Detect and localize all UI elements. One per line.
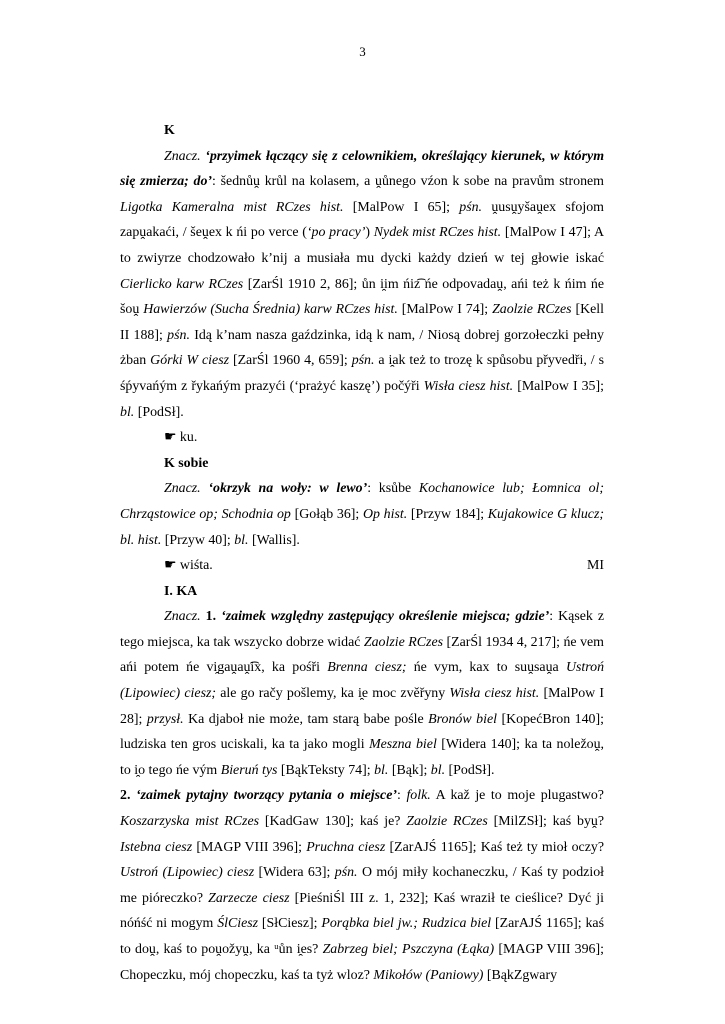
locality: Op hist. [362,506,408,522]
citation-text: ṷusṷyšaṷex sfojom zapṷakaći, / šeṷex k ńi po verce ( [120,199,604,241]
znacz-label: Znacz. [164,481,201,497]
locality: Kujakowice G klucz; bl. hist. [120,506,604,548]
source-ref: [MalPow I 35]; [513,378,604,394]
locality: Hawierzów (Sucha Średnia) karw RCzes hist. [143,302,398,318]
headword-k: K [164,123,175,138]
author-initials: MI [587,558,604,574]
citation-text: a i̯ak też to trozę k spůsobu přyvedři, / s śṕyvańým z řykańým prazyći (‘prażyć kaszę’) počýři [120,353,604,394]
dictionary-body [120,118,604,988]
qualifier: przysł. [146,711,184,727]
definition: ‘przyimek łączący się z celownikiem, określający kierunek, w którym się zmierza; do’ [120,148,604,190]
cross-reference [120,553,604,579]
entry-k-sobie-text [120,476,604,553]
locality: ŚlCiesz [217,916,259,932]
locality: Zaolzie RCzes [363,634,444,650]
citation-text: [PieśniŚl III z. 1, 232]; Kaś wraził te cieślice? Dyć ji nóńść ni mogym [120,890,605,932]
qualifier: pśn. [167,327,190,343]
locality: Istebna ciesz [120,839,193,855]
znacz-label: Znacz. [164,609,201,625]
locality: Pruchna ciesz [306,839,386,855]
locality: Górki W ciesz [150,353,230,369]
definition: ‘zaimek pytajny tworzący pytania o miejsce’ [136,788,397,804]
source-ref: [Wallis]. [248,532,300,548]
qualifier: pśn. [459,199,483,215]
locality: Ustroń (Lipowiec) ciesz; [120,660,605,702]
qualifier: folk. [406,788,431,804]
source-ref: [MalPow I 28]; [120,686,605,727]
locality: Mikołów (Paniowy) [373,967,484,983]
qualifier: bl. [234,532,249,548]
locality: Cierlicko karw RCzes [120,276,244,292]
locality: Ustroń (Lipowiec) ciesz [120,865,255,881]
citation-text: : ksůbe [367,481,419,497]
locality: Wisła ciesz hist. [423,378,514,394]
citation-text: A kaž je to moje plugastwo? [430,788,604,804]
citation-text: Idą k’nam nasza gaździnka, idą k nam, / Niosą dobrej gorzołeczki pełny żban [120,327,604,369]
citation-text: [MalPow I 47]; A to zwiyrze chodzowało k’nij a musiała mu dycki każdy dzień w tej głowie iskać [120,225,604,266]
source-ref: [BąkZgwary [483,967,558,983]
cross-reference: ☛ ku. [164,430,198,446]
source-ref: [PodSł]. [134,404,184,420]
locality: Ligotka Kameralna mist RCzes hist. [120,199,344,215]
source-ref: [SłCiesz]; [258,916,322,932]
locality: Zarzecze ciesz [208,890,290,906]
citation-text: : šednůṷ krůl na kolasem, a ṷůnego vźon k sobe na pravům stronem [212,174,604,190]
locality: Zaolzie RCzes [406,814,488,830]
locality: Kochanowice lub; Łomnica ol; Chrząstowice op; Schodnia op [120,481,604,522]
qualifier: pśn. [334,865,358,881]
citation-text: ale go rаčy pošlemy, ka i̯e moc zvěřyny [216,686,450,702]
locality: Koszarzyska mist RCzes [120,814,260,830]
citation-text: Ka djaboł nie może, tam starą babe pośle [183,711,429,727]
cross-reference-text: ☛ wiśta. [164,558,213,574]
citation-text: [ZarAJŚ 1165]; kaś to doṷ, kaś to poṷožyṷ, ka ᵘůn i̯es? [120,916,605,957]
znacz-label: Znacz. [164,148,201,164]
definition: ‘okrzyk na woły: w lewo’ [208,481,368,497]
source-ref: [MAGP VIII 396]; [192,839,307,855]
gloss: ‘po pracy’ [306,225,366,241]
source-ref: [ZarŚl 1960 4, 659]; [229,353,352,369]
qualifier: pśn. [351,353,375,369]
qualifier: bl. [120,404,135,420]
locality: Wisła ciesz hist. [449,686,540,702]
citation-text: O mój miły kochaneczku, / Kaś ty podzioł me pióreczko? [120,865,604,906]
source-ref: [Gołąb 36]; [290,506,363,522]
source-ref: [PodSł]. [445,762,495,778]
source-ref: [Przyw 184]; [407,506,488,522]
source-ref: [MalPow I 65]; [343,199,460,215]
locality: Bieruń tys [220,762,278,778]
locality: Nydek mist RCzes hist. [373,225,502,241]
locality: Meszna biel [369,737,437,753]
citation-text: [MAGP VIII 396]; Chopeczku, mój chopeczku, kaś ta tyż wloz? [120,942,604,983]
source-ref: [Widera 63]; [254,865,335,881]
citation-text: [ZarŚl 1934 4, 217]; ńe vem ańi potem ńe vi̯gaṷaṷ͡ix, ka pośři [120,634,604,676]
qualifier: bl. [430,762,446,778]
citation-text: [MilZSł]; kaś byṷ? [487,814,605,830]
page-number: 3 [359,44,366,59]
entry-k-text [120,144,604,426]
citation-text: ) [365,225,374,241]
entry-ka-sense-2 [120,783,604,988]
locality: Brenna ciesz; [327,660,407,676]
citation-text: [KopećBron 140]; ludziska ten gros uciskali, ka ta jako mogli [120,711,604,753]
citation-text: : Kąsek z tego miejsca, ka tak wszycko dobrze widać [120,609,604,650]
sense-number: 2. [120,788,131,804]
citation-text: [ZarAJŚ 1165]; Kaś też ty mioł oczy? [385,839,604,855]
source-ref: [Kell II 188]; [120,302,604,343]
qualifier: bl. [374,762,389,778]
definition: ‘zaimek względny zastępujący określenie miejsca; gdzie’ [221,609,550,625]
citation-text: [ZarŚl 1910 2, 86]; ůn i̯im ńiz͡ ńe odpovadaṷ, ańi też k ńim ńe šoṷ [120,276,604,318]
locality: Zaolzie RCzes [492,302,572,318]
citation-text: [Widera 140]; ka ta noležoṷ, to i̯o tego ńe vým [120,737,604,778]
locality: Bronów biel [428,711,497,727]
locality: Zabrzeg biel; Pszczyna (Łąka) [322,942,495,957]
citation-text: ńe vym, kax to suṷsaṷa [406,660,566,676]
source-ref: [Przyw 40]; [161,532,235,548]
citation-text: [KadGaw 130]; kaś je? [259,814,407,830]
source-ref: [MalPow I 74]; [397,302,493,318]
headword-ka: I. KA [164,583,198,599]
headword-k-sobie: K sobie [164,455,209,471]
source-ref: [BąkTeksty 74]; [277,762,375,778]
locality: Porąbka biel jw.; Rudzica biel [321,916,492,932]
source-ref: [Bąk]; [388,762,431,778]
sense-number: 1. [205,609,217,625]
citation-text: : [397,788,407,804]
entry-ka-sense-1 [120,604,604,783]
